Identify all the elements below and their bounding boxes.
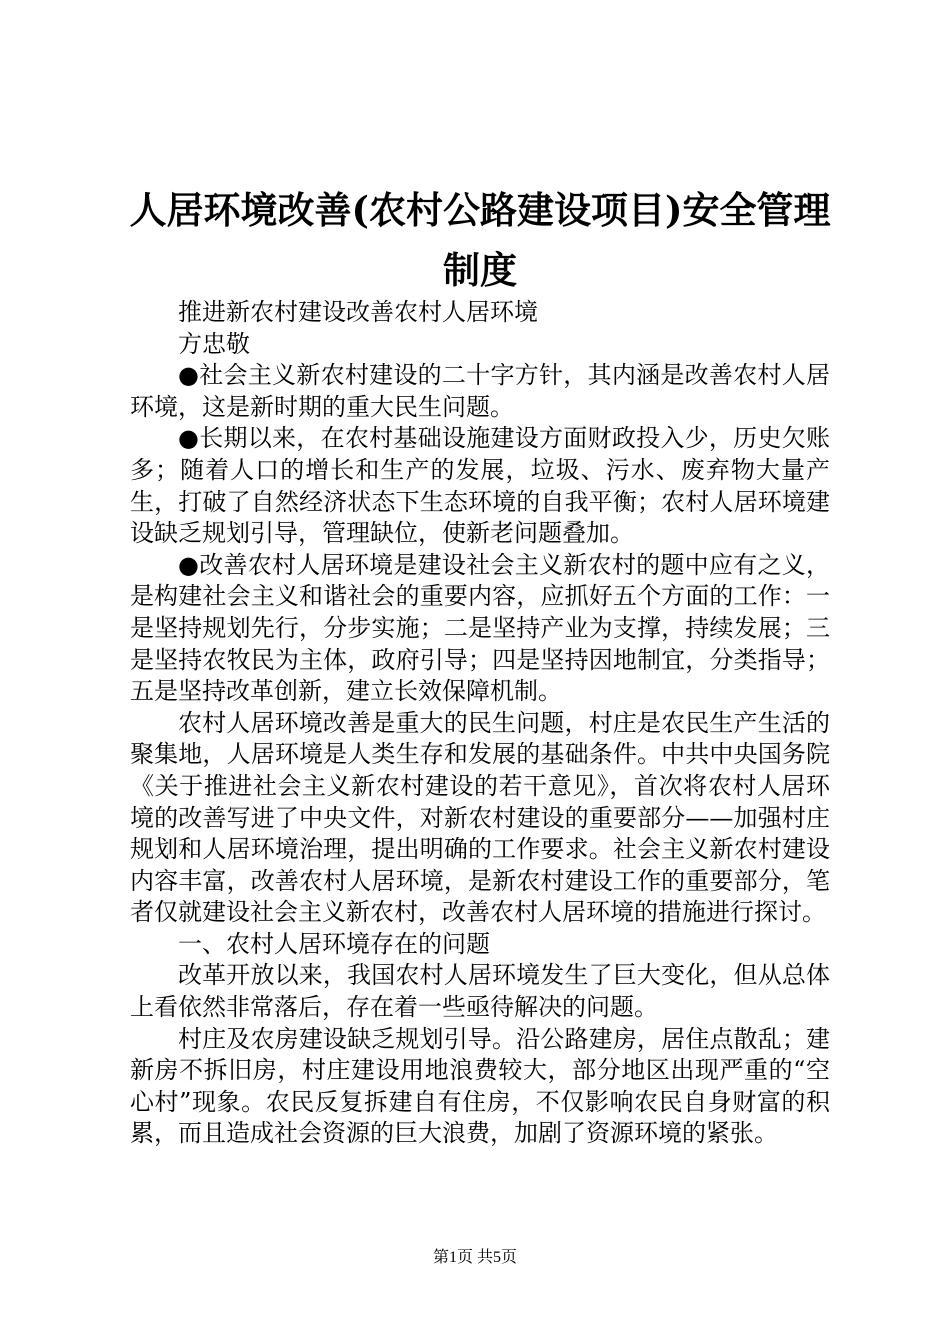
page-footer: 第1页 共5页: [432, 1249, 517, 1266]
paragraph: ●长期以来，在农村基础设施建设方面财政投入少，历史欠账多；随着人口的增长和生产的发展，垃圾、污水、废弃物大量产生，打破了自然经济状态下生态环境的自我平衡；农村人居环境建设缺乏规划引导，管理缺位，使新老问题叠加。: [130, 424, 830, 548]
paragraph: 村庄及农房建设缺乏规划引导。沿公路建房，居住点散乱；建新房不拆旧房，村庄建设用地浪费较大，部分地区出现严重的“空心村”现象。农民反复拆建自有住房，不仅影响农民自身财富的积累，而且造成社会资源的巨大浪费，加剧了资源环境的紧张。: [130, 1024, 830, 1148]
paragraph: ●社会主义新农村建设的二十字方针，其内涵是改善农村人居环境，这是新时期的重大民生问题。: [130, 361, 830, 421]
paragraph-subtitle: 推进新农村建设改善农村人居环境: [178, 298, 538, 326]
document-title: 人居环境改善(农村公路建设项目)安全管理制度: [129, 188, 831, 292]
section-heading: 一、农村人居环境存在的问题: [178, 929, 490, 958]
paragraph: 改革开放以来，我国农村人居环境发生了巨大变化，但从总体上看依然非常落后，存在着一些亟待解决的问题。: [130, 961, 830, 1022]
paragraph-author: 方忠敬: [178, 329, 250, 358]
paragraph: ●改善农村人居环境是建设社会主义新农村的题中应有之义，是构建社会主义和谐社会的重要内容，应抓好五个方面的工作：一是坚持规划先行，分步实施；二是坚持产业为支撑，持续发展；三是坚持农牧民为主体，政府引导；四是坚持因地制宜，分类指导；五是坚持改革创新，建立长效保障机制。: [130, 550, 830, 706]
paragraph: 农村人居环境改善是重大的民生问题，村庄是农民生产生活的聚集地，人居环境是人类生存和发展的基础条件。中共中央国务院《关于推进社会主义新农村建设的若干意见》，首次将农村人居环境的改善写进了中央文件，对新农村建设的重要部分——加强村庄规划和人居环境治理，提出明确的工作要求。社会主义新农村建设内容丰富，改善农村人居环境，是新农村建设工作的重要部分，笔者仅就建设社会主义新农村，改善农村人居环境的措施进行探讨。: [130, 708, 830, 927]
document-body: [130, 297, 830, 1150]
